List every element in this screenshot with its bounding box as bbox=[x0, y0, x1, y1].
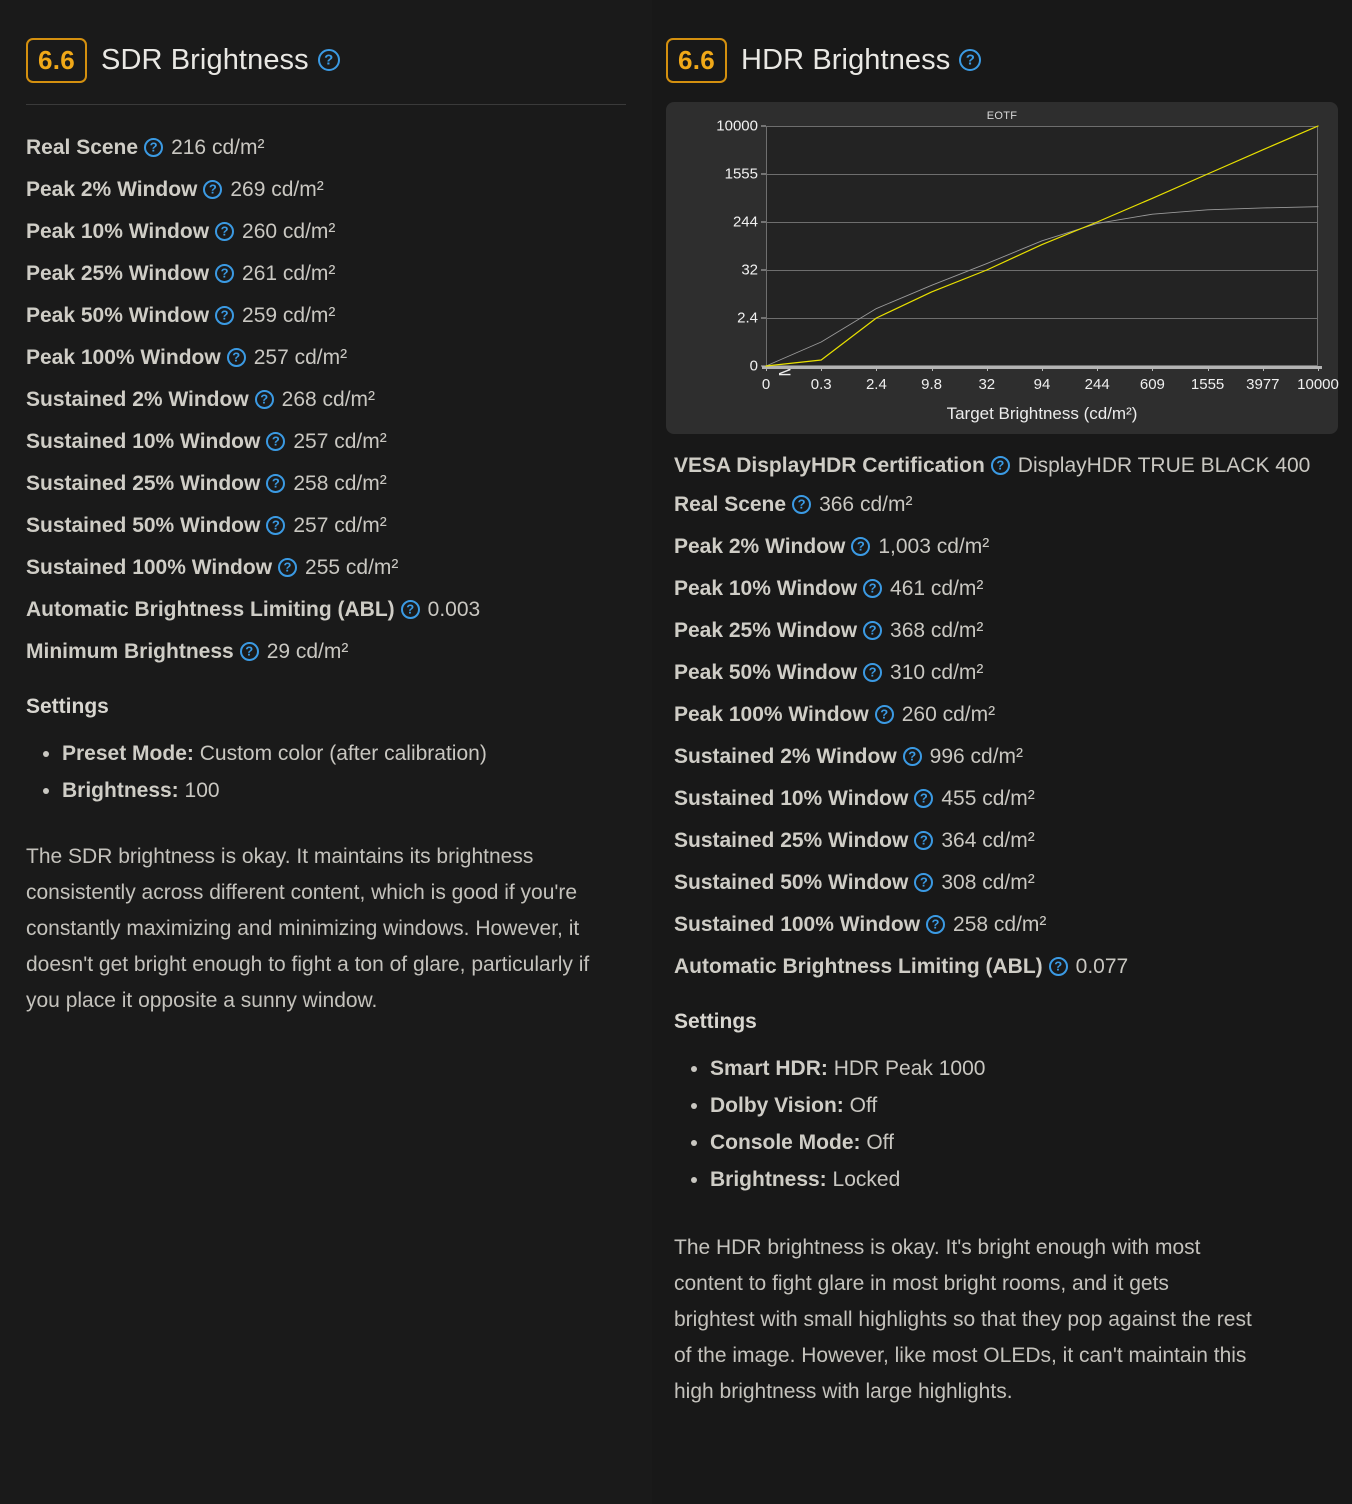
spec-label: Minimum Brightness bbox=[26, 640, 234, 663]
spec-value: 258 cd/m² bbox=[293, 472, 387, 495]
spec-label: Peak 100% Window bbox=[674, 703, 869, 726]
spec-value: DisplayHDR TRUE BLACK 400 bbox=[1017, 454, 1311, 477]
y-tick-label: 32 bbox=[741, 261, 758, 279]
sdr-brightness-column bbox=[0, 0, 652, 1504]
spec-row bbox=[674, 526, 1330, 568]
x-tick-label: 609 bbox=[1139, 376, 1165, 393]
spec-label: Peak 25% Window bbox=[26, 262, 210, 285]
spec-label: Sustained 10% Window bbox=[26, 430, 261, 453]
setting-key: Smart HDR: bbox=[710, 1057, 828, 1080]
spec-row bbox=[674, 610, 1330, 652]
list-item bbox=[62, 735, 626, 772]
spec-label: Peak 2% Window bbox=[26, 178, 198, 201]
spec-value: 366 cd/m² bbox=[819, 493, 913, 516]
y-tick-label: 1555 bbox=[724, 165, 758, 183]
spec-value: 1,003 cd/m² bbox=[878, 535, 990, 558]
sdr-summary-paragraph: The SDR brightness is okay. It maintains its brightness consistently across different content, which is good if you're constantly maximizing and minimizing windows. However, it doesn't get bright enough to fight a ton of glare, particularly if you place it opposite a sunny window. bbox=[26, 845, 590, 1012]
spec-row bbox=[26, 505, 626, 547]
setting-value: Off bbox=[849, 1094, 878, 1117]
spec-value: 268 cd/m² bbox=[281, 388, 376, 411]
spec-value: 996 cd/m² bbox=[929, 745, 1024, 768]
spec-value: 0.077 bbox=[1075, 955, 1129, 978]
spec-label: Peak 100% Window bbox=[26, 346, 221, 369]
help-circle-icon[interactable] bbox=[991, 456, 1010, 475]
setting-value: Locked bbox=[832, 1168, 901, 1191]
spec-label: Sustained 25% Window bbox=[674, 829, 909, 852]
help-circle-icon[interactable] bbox=[914, 873, 933, 892]
eotf-chart-card bbox=[666, 102, 1338, 434]
sdr-settings-list bbox=[26, 735, 626, 809]
spec-label: Sustained 2% Window bbox=[26, 388, 249, 411]
spec-row bbox=[674, 946, 1330, 988]
list-item bbox=[710, 1124, 1330, 1161]
setting-key: Console Mode: bbox=[710, 1131, 861, 1154]
x-tick-label: 0 bbox=[761, 376, 771, 393]
spec-row bbox=[674, 862, 1330, 904]
spec-value: 0.003 bbox=[427, 598, 481, 621]
y-tick-label: 244 bbox=[732, 213, 758, 231]
help-circle-icon[interactable] bbox=[914, 789, 933, 808]
x-tick-label: 3977 bbox=[1246, 376, 1280, 393]
spec-label: Peak 2% Window bbox=[674, 535, 846, 558]
spec-value: 29 cd/m² bbox=[266, 640, 349, 663]
hdr-score-badge: 6.6 bbox=[666, 38, 727, 83]
setting-value: Off bbox=[866, 1131, 894, 1154]
list-item bbox=[710, 1087, 1330, 1124]
y-tick-label: 0 bbox=[749, 357, 758, 375]
help-circle-icon[interactable] bbox=[203, 180, 222, 199]
help-circle-icon[interactable] bbox=[863, 621, 882, 640]
help-circle-icon[interactable] bbox=[863, 579, 882, 598]
spec-value: 259 cd/m² bbox=[242, 304, 336, 327]
chart-plot-area bbox=[716, 117, 1339, 393]
spec-row bbox=[26, 379, 626, 421]
spec-value: 260 cd/m² bbox=[242, 220, 336, 243]
x-tick-label: 0.3 bbox=[810, 376, 832, 393]
y-tick-label: 10000 bbox=[716, 117, 758, 135]
help-circle-icon[interactable] bbox=[266, 516, 285, 535]
help-circle-icon[interactable] bbox=[144, 138, 163, 157]
x-tick-label: 94 bbox=[1033, 376, 1051, 393]
spec-label: Sustained 100% Window bbox=[26, 556, 273, 579]
list-item bbox=[62, 772, 626, 809]
setting-key: Brightness: bbox=[710, 1168, 827, 1191]
spec-value: 257 cd/m² bbox=[253, 346, 348, 369]
spec-row bbox=[674, 652, 1330, 694]
spec-row bbox=[26, 127, 626, 169]
help-circle-icon[interactable] bbox=[278, 558, 297, 577]
spec-row bbox=[26, 337, 626, 379]
help-circle-icon[interactable] bbox=[227, 348, 246, 367]
sdr-header bbox=[0, 0, 652, 92]
help-circle-icon[interactable] bbox=[401, 600, 420, 619]
setting-key: Preset Mode: bbox=[62, 742, 194, 765]
setting-key: Dolby Vision: bbox=[710, 1094, 844, 1117]
help-circle-icon[interactable] bbox=[792, 495, 811, 514]
hdr-title: HDR Brightness bbox=[741, 43, 951, 76]
chart-series-line bbox=[766, 207, 1318, 366]
spec-value: 269 cd/m² bbox=[230, 178, 324, 201]
spec-row bbox=[26, 169, 626, 211]
help-circle-icon[interactable] bbox=[255, 390, 274, 409]
spec-label: Sustained 2% Window bbox=[674, 745, 897, 768]
x-tick-label: 1555 bbox=[1190, 376, 1225, 393]
chart-x-axis-line bbox=[762, 366, 1322, 369]
spec-row bbox=[26, 547, 626, 589]
setting-key: Brightness: bbox=[62, 779, 179, 802]
spec-label: Sustained 50% Window bbox=[674, 871, 909, 894]
spec-value: 368 cd/m² bbox=[890, 619, 984, 642]
spec-label: Automatic Brightness Limiting (ABL) bbox=[26, 598, 395, 621]
list-item bbox=[710, 1050, 1330, 1087]
spec-value: 257 cd/m² bbox=[293, 430, 387, 453]
spec-label: Peak 25% Window bbox=[674, 619, 858, 642]
help-circle-icon[interactable] bbox=[875, 705, 894, 724]
help-circle-icon[interactable] bbox=[1049, 957, 1068, 976]
spec-label: Peak 10% Window bbox=[674, 577, 858, 600]
spec-value: 216 cd/m² bbox=[171, 136, 265, 159]
help-circle-icon[interactable] bbox=[266, 474, 285, 493]
help-circle-icon[interactable] bbox=[926, 915, 945, 934]
sdr-score-badge: 6.6 bbox=[26, 38, 87, 83]
spec-value: 461 cd/m² bbox=[890, 577, 984, 600]
setting-value: HDR Peak 1000 bbox=[833, 1057, 986, 1080]
spec-value: 260 cd/m² bbox=[901, 703, 996, 726]
x-tick-label: 244 bbox=[1084, 376, 1110, 393]
chart-title: EOTF bbox=[986, 110, 1018, 122]
spec-row bbox=[26, 253, 626, 295]
setting-value: 100 bbox=[184, 779, 220, 802]
spec-row bbox=[26, 421, 626, 463]
x-tick-label: 10000 bbox=[1297, 376, 1339, 393]
spec-label: Real Scene bbox=[26, 136, 139, 159]
help-circle-icon[interactable] bbox=[863, 663, 882, 682]
spec-label: Sustained 25% Window bbox=[26, 472, 261, 495]
spec-value: 261 cd/m² bbox=[242, 262, 336, 285]
spec-value: 455 cd/m² bbox=[941, 787, 1035, 810]
y-tick-label: 2.4 bbox=[737, 309, 758, 327]
help-circle-icon[interactable] bbox=[914, 831, 933, 850]
spec-row bbox=[674, 778, 1330, 820]
spec-row bbox=[674, 736, 1330, 778]
spec-label: VESA DisplayHDR Certification bbox=[674, 454, 985, 477]
help-circle-icon[interactable] bbox=[240, 642, 259, 661]
x-tick-label: 2.4 bbox=[865, 376, 887, 393]
spec-value: 257 cd/m² bbox=[293, 514, 387, 537]
hdr-brightness-column bbox=[652, 0, 1352, 1504]
spec-row bbox=[674, 568, 1330, 610]
help-circle-icon[interactable] bbox=[215, 306, 234, 325]
spec-row bbox=[674, 448, 1330, 484]
help-circle-icon[interactable] bbox=[215, 222, 234, 241]
spec-value: 310 cd/m² bbox=[890, 661, 984, 684]
spec-label: Automatic Brightness Limiting (ABL) bbox=[674, 955, 1043, 978]
spec-row bbox=[26, 463, 626, 505]
hdr-header bbox=[652, 0, 1352, 92]
help-circle-icon[interactable] bbox=[318, 49, 340, 71]
hdr-settings-list bbox=[674, 1050, 1330, 1198]
x-tick-label: 32 bbox=[978, 376, 996, 393]
spec-row bbox=[674, 694, 1330, 736]
spec-row bbox=[26, 631, 626, 673]
spec-row bbox=[674, 484, 1330, 526]
spec-value: 258 cd/m² bbox=[953, 913, 1047, 936]
x-tick-label: 9.8 bbox=[921, 376, 943, 393]
spec-label: Peak 50% Window bbox=[26, 304, 210, 327]
help-circle-icon[interactable] bbox=[851, 537, 870, 556]
help-circle-icon[interactable] bbox=[266, 432, 285, 451]
help-circle-icon[interactable] bbox=[215, 264, 234, 283]
spec-row bbox=[26, 295, 626, 337]
spec-row bbox=[674, 820, 1330, 862]
chart-series-layer bbox=[766, 126, 1318, 366]
spec-label: Sustained 10% Window bbox=[674, 787, 909, 810]
sdr-settings-title: Settings bbox=[26, 695, 109, 718]
help-circle-icon[interactable] bbox=[959, 49, 981, 71]
setting-value: Custom color (after calibration) bbox=[199, 742, 487, 765]
sdr-spec-list bbox=[0, 105, 652, 1019]
spec-value: 364 cd/m² bbox=[941, 829, 1035, 852]
hdr-summary-paragraph: The HDR brightness is okay. It's bright enough with most content to fight glare in most bright rooms, and it gets brightest with small highlights so that they pop against the rest of the image. However, like most OLEDs, it can't maintain this high brightness with large highlights. bbox=[674, 1236, 1252, 1403]
spec-row bbox=[674, 904, 1330, 946]
list-item bbox=[710, 1161, 1330, 1198]
spec-label: Peak 50% Window bbox=[674, 661, 858, 684]
chart-series-line bbox=[766, 126, 1318, 366]
spec-label: Sustained 100% Window bbox=[674, 913, 921, 936]
spec-value: 255 cd/m² bbox=[305, 556, 399, 579]
spec-label: Peak 10% Window bbox=[26, 220, 210, 243]
sdr-title: SDR Brightness bbox=[101, 43, 309, 76]
chart-x-axis-label: Target Brightness (cd/m²) bbox=[946, 404, 1138, 423]
spec-row bbox=[26, 211, 626, 253]
hdr-settings-title: Settings bbox=[674, 1010, 757, 1033]
spec-row bbox=[26, 589, 626, 631]
hdr-spec-list bbox=[652, 434, 1352, 1410]
help-circle-icon[interactable] bbox=[903, 747, 922, 766]
spec-value: 308 cd/m² bbox=[941, 871, 1035, 894]
spec-label: Sustained 50% Window bbox=[26, 514, 261, 537]
spec-label: Real Scene bbox=[674, 493, 787, 516]
